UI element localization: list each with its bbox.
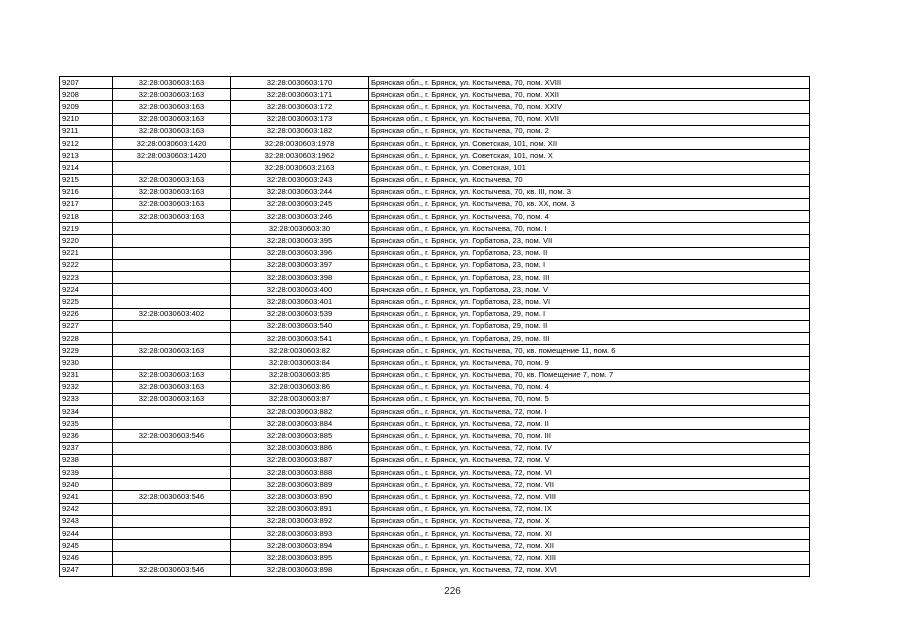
cadastral-number-cell: 32:28:0030603:885 xyxy=(231,430,369,442)
address-cell: Брянская обл., г. Брянск, ул. Костычева, 72, пом. VII xyxy=(369,479,810,491)
cadastral-number-cell: 32:28:0030603:171 xyxy=(231,89,369,101)
row-number-cell: 9224 xyxy=(60,284,113,296)
row-number-cell: 9208 xyxy=(60,89,113,101)
address-cell: Брянская обл., г. Брянск, ул. Костычева, 70, кв. XX, пом. 3 xyxy=(369,198,810,210)
table-row xyxy=(60,406,810,418)
cadastral-number-cell: 32:28:0030603:172 xyxy=(231,101,369,113)
parent-cadastral-number-cell xyxy=(113,515,231,527)
cadastral-number-cell: 32:28:0030603:244 xyxy=(231,186,369,198)
cadastral-number-cell: 32:28:0030603:2163 xyxy=(231,162,369,174)
table-row xyxy=(60,491,810,503)
parent-cadastral-number-cell xyxy=(113,235,231,247)
table-row xyxy=(60,125,810,137)
cadastral-number-cell: 32:28:0030603:889 xyxy=(231,479,369,491)
table-row xyxy=(60,332,810,344)
table-row xyxy=(60,223,810,235)
cadastral-number-cell: 32:28:0030603:1962 xyxy=(231,150,369,162)
parent-cadastral-number-cell xyxy=(113,284,231,296)
table-row xyxy=(60,77,810,89)
row-number-cell: 9247 xyxy=(60,564,113,576)
address-cell: Брянская обл., г. Брянск, ул. Костычева, 72, пом. II xyxy=(369,418,810,430)
cadastral-number-cell: 32:28:0030603:85 xyxy=(231,369,369,381)
parent-cadastral-number-cell xyxy=(113,442,231,454)
address-cell: Брянская обл., г. Брянск, ул. Костычева, 70, пом. 4 xyxy=(369,211,810,223)
parent-cadastral-number-cell xyxy=(113,296,231,308)
table-row xyxy=(60,381,810,393)
row-number-cell: 9213 xyxy=(60,150,113,162)
table-row xyxy=(60,503,810,515)
parent-cadastral-number-cell xyxy=(113,223,231,235)
address-cell: Брянская обл., г. Брянск, ул. Костычева, 70, пом. 9 xyxy=(369,357,810,369)
address-cell: Брянская обл., г. Брянск, ул. Костычева, 70, пом. XXIV xyxy=(369,101,810,113)
row-number-cell: 9236 xyxy=(60,430,113,442)
address-cell: Брянская обл., г. Брянск, ул. Горбатова, 23, пом. VI xyxy=(369,296,810,308)
parent-cadastral-number-cell: 32:28:0030603:163 xyxy=(113,77,231,89)
row-number-cell: 9242 xyxy=(60,503,113,515)
table-row xyxy=(60,369,810,381)
parent-cadastral-number-cell: 32:28:0030603:163 xyxy=(113,89,231,101)
parent-cadastral-number-cell: 32:28:0030603:1420 xyxy=(113,150,231,162)
row-number-cell: 9215 xyxy=(60,174,113,186)
table-row xyxy=(60,345,810,357)
table-row xyxy=(60,247,810,259)
cadastral-number-cell: 32:28:0030603:400 xyxy=(231,284,369,296)
address-cell: Брянская обл., г. Брянск, ул. Костычева, 70, пом. III xyxy=(369,430,810,442)
address-cell: Брянская обл., г. Брянск, ул. Костычева, 72, пом. XVI xyxy=(369,564,810,576)
address-cell: Брянская обл., г. Брянск, ул. Горбатова, 23, пом. V xyxy=(369,284,810,296)
row-number-cell: 9240 xyxy=(60,479,113,491)
table-row xyxy=(60,540,810,552)
row-number-cell: 9245 xyxy=(60,540,113,552)
parent-cadastral-number-cell: 32:28:0030603:163 xyxy=(113,211,231,223)
address-cell: Брянская обл., г. Брянск, ул. Костычева, 72, пом. XI xyxy=(369,527,810,539)
row-number-cell: 9233 xyxy=(60,393,113,405)
page-number: 226 xyxy=(444,586,461,597)
table-row xyxy=(60,162,810,174)
parent-cadastral-number-cell: 32:28:0030603:163 xyxy=(113,369,231,381)
address-cell: Брянская обл., г. Брянск, ул. Костычева, 70, пом. 2 xyxy=(369,125,810,137)
parent-cadastral-number-cell xyxy=(113,357,231,369)
cadastral-number-cell: 32:28:0030603:87 xyxy=(231,393,369,405)
table-row xyxy=(60,308,810,320)
address-cell: Брянская обл., г. Брянск, ул. Горбатова, 23, пом. VII xyxy=(369,235,810,247)
address-cell: Брянская обл., г. Брянск, ул. Костычева, 70, кв. помещение 11, пом. 6 xyxy=(369,345,810,357)
cadastral-number-cell: 32:28:0030603:243 xyxy=(231,174,369,186)
address-cell: Брянская обл., г. Брянск, ул. Костычева, 72, пом. VIII xyxy=(369,491,810,503)
address-cell: Брянская обл., г. Брянск, ул. Советская, 101, пом. X xyxy=(369,150,810,162)
parent-cadastral-number-cell: 32:28:0030603:546 xyxy=(113,430,231,442)
parent-cadastral-number-cell: 32:28:0030603:163 xyxy=(113,393,231,405)
table-row xyxy=(60,198,810,210)
cadastral-number-cell: 32:28:0030603:82 xyxy=(231,345,369,357)
address-cell: Брянская обл., г. Брянск, ул. Костычева, 72, пом. XII xyxy=(369,540,810,552)
cadastral-number-cell: 32:28:0030603:892 xyxy=(231,515,369,527)
table-row xyxy=(60,515,810,527)
table-row xyxy=(60,296,810,308)
table-row xyxy=(60,418,810,430)
row-number-cell: 9237 xyxy=(60,442,113,454)
cadastral-number-cell: 32:28:0030603:884 xyxy=(231,418,369,430)
cadastral-number-cell: 32:28:0030603:395 xyxy=(231,235,369,247)
table-row xyxy=(60,552,810,564)
address-cell: Брянская обл., г. Брянск, ул. Костычева, 70, пом. XVII xyxy=(369,113,810,125)
row-number-cell: 9238 xyxy=(60,454,113,466)
cadastral-number-cell: 32:28:0030603:173 xyxy=(231,113,369,125)
cadastral-number-cell: 32:28:0030603:182 xyxy=(231,125,369,137)
cadastral-number-cell: 32:28:0030603:898 xyxy=(231,564,369,576)
table-row xyxy=(60,393,810,405)
parent-cadastral-number-cell: 32:28:0030603:1420 xyxy=(113,137,231,149)
row-number-cell: 9234 xyxy=(60,406,113,418)
address-cell: Брянская обл., г. Брянск, ул. Костычева, 70 xyxy=(369,174,810,186)
address-cell: Брянская обл., г. Брянск, ул. Горбатова, 23, пом. III xyxy=(369,272,810,284)
row-number-cell: 9218 xyxy=(60,211,113,223)
cadastral-number-cell: 32:28:0030603:397 xyxy=(231,259,369,271)
address-cell: Брянская обл., г. Брянск, ул. Костычева, 70, пом. I xyxy=(369,223,810,235)
parent-cadastral-number-cell xyxy=(113,247,231,259)
cadastral-number-cell: 32:28:0030603:398 xyxy=(231,272,369,284)
table-row xyxy=(60,479,810,491)
cadastral-number-cell: 32:28:0030603:887 xyxy=(231,454,369,466)
parent-cadastral-number-cell xyxy=(113,406,231,418)
row-number-cell: 9219 xyxy=(60,223,113,235)
cadastral-number-cell: 32:28:0030603:895 xyxy=(231,552,369,564)
address-cell: Брянская обл., г. Брянск, ул. Костычева, 70, пом. 4 xyxy=(369,381,810,393)
address-cell: Брянская обл., г. Брянск, ул. Горбатова, 29, пом. I xyxy=(369,308,810,320)
row-number-cell: 9209 xyxy=(60,101,113,113)
registry-table-body xyxy=(60,77,810,577)
cadastral-number-cell: 32:28:0030603:170 xyxy=(231,77,369,89)
table-row xyxy=(60,357,810,369)
cadastral-number-cell: 32:28:0030603:882 xyxy=(231,406,369,418)
row-number-cell: 9228 xyxy=(60,332,113,344)
address-cell: Брянская обл., г. Брянск, ул. Горбатова, 29, пом. II xyxy=(369,320,810,332)
row-number-cell: 9227 xyxy=(60,320,113,332)
parent-cadastral-number-cell xyxy=(113,527,231,539)
address-cell: Брянская обл., г. Брянск, ул. Советская, 101, пом. XII xyxy=(369,137,810,149)
parent-cadastral-number-cell: 32:28:0030603:163 xyxy=(113,381,231,393)
table-row xyxy=(60,150,810,162)
table-row xyxy=(60,211,810,223)
address-cell: Брянская обл., г. Брянск, ул. Горбатова, 23, пом. II xyxy=(369,247,810,259)
cadastral-number-cell: 32:28:0030603:1978 xyxy=(231,137,369,149)
parent-cadastral-number-cell xyxy=(113,272,231,284)
address-cell: Брянская обл., г. Брянск, ул. Костычева, 70, пом. 5 xyxy=(369,393,810,405)
parent-cadastral-number-cell: 32:28:0030603:163 xyxy=(113,101,231,113)
table-row xyxy=(60,89,810,101)
cadastral-registry-table xyxy=(59,76,810,577)
parent-cadastral-number-cell: 32:28:0030603:163 xyxy=(113,198,231,210)
address-cell: Брянская обл., г. Брянск, ул. Советская, 101 xyxy=(369,162,810,174)
parent-cadastral-number-cell: 32:28:0030603:163 xyxy=(113,345,231,357)
row-number-cell: 9214 xyxy=(60,162,113,174)
cadastral-number-cell: 32:28:0030603:888 xyxy=(231,467,369,479)
row-number-cell: 9211 xyxy=(60,125,113,137)
parent-cadastral-number-cell xyxy=(113,454,231,466)
cadastral-number-cell: 32:28:0030603:894 xyxy=(231,540,369,552)
address-cell: Брянская обл., г. Брянск, ул. Костычева, 72, пом. VI xyxy=(369,467,810,479)
table-row xyxy=(60,430,810,442)
row-number-cell: 9210 xyxy=(60,113,113,125)
cadastral-number-cell: 32:28:0030603:245 xyxy=(231,198,369,210)
row-number-cell: 9235 xyxy=(60,418,113,430)
row-number-cell: 9207 xyxy=(60,77,113,89)
row-number-cell: 9217 xyxy=(60,198,113,210)
row-number-cell: 9239 xyxy=(60,467,113,479)
parent-cadastral-number-cell: 32:28:0030603:163 xyxy=(113,186,231,198)
parent-cadastral-number-cell xyxy=(113,467,231,479)
table-row xyxy=(60,235,810,247)
cadastral-number-cell: 32:28:0030603:886 xyxy=(231,442,369,454)
cadastral-number-cell: 32:28:0030603:30 xyxy=(231,223,369,235)
row-number-cell: 9232 xyxy=(60,381,113,393)
parent-cadastral-number-cell xyxy=(113,259,231,271)
parent-cadastral-number-cell xyxy=(113,418,231,430)
address-cell: Брянская обл., г. Брянск, ул. Костычева, 72, пом. X xyxy=(369,515,810,527)
parent-cadastral-number-cell: 32:28:0030603:163 xyxy=(113,174,231,186)
table-row xyxy=(60,467,810,479)
address-cell: Брянская обл., г. Брянск, ул. Горбатова, 23, пом. I xyxy=(369,259,810,271)
address-cell: Брянская обл., г. Брянск, ул. Костычева, 70, пом. XVIII xyxy=(369,77,810,89)
table-row xyxy=(60,320,810,332)
parent-cadastral-number-cell: 32:28:0030603:163 xyxy=(113,113,231,125)
row-number-cell: 9231 xyxy=(60,369,113,381)
table-row xyxy=(60,186,810,198)
parent-cadastral-number-cell xyxy=(113,479,231,491)
address-cell: Брянская обл., г. Брянск, ул. Костычева, 72, пом. V xyxy=(369,454,810,466)
table-row xyxy=(60,454,810,466)
cadastral-number-cell: 32:28:0030603:246 xyxy=(231,211,369,223)
table-row xyxy=(60,442,810,454)
address-cell: Брянская обл., г. Брянск, ул. Костычева, 72, пом. I xyxy=(369,406,810,418)
cadastral-number-cell: 32:28:0030603:539 xyxy=(231,308,369,320)
row-number-cell: 9222 xyxy=(60,259,113,271)
cadastral-number-cell: 32:28:0030603:396 xyxy=(231,247,369,259)
cadastral-number-cell: 32:28:0030603:540 xyxy=(231,320,369,332)
address-cell: Брянская обл., г. Брянск, ул. Костычева, 72, пом. IV xyxy=(369,442,810,454)
row-number-cell: 9229 xyxy=(60,345,113,357)
cadastral-number-cell: 32:28:0030603:890 xyxy=(231,491,369,503)
cadastral-number-cell: 32:28:0030603:893 xyxy=(231,527,369,539)
parent-cadastral-number-cell xyxy=(113,162,231,174)
table-row xyxy=(60,272,810,284)
address-cell: Брянская обл., г. Брянск, ул. Костычева, 72, пом. XIII xyxy=(369,552,810,564)
row-number-cell: 9230 xyxy=(60,357,113,369)
row-number-cell: 9244 xyxy=(60,527,113,539)
row-number-cell: 9246 xyxy=(60,552,113,564)
row-number-cell: 9223 xyxy=(60,272,113,284)
cadastral-number-cell: 32:28:0030603:891 xyxy=(231,503,369,515)
parent-cadastral-number-cell xyxy=(113,540,231,552)
cadastral-number-cell: 32:28:0030603:86 xyxy=(231,381,369,393)
parent-cadastral-number-cell xyxy=(113,332,231,344)
table-row xyxy=(60,527,810,539)
row-number-cell: 9216 xyxy=(60,186,113,198)
parent-cadastral-number-cell: 32:28:0030603:402 xyxy=(113,308,231,320)
parent-cadastral-number-cell xyxy=(113,552,231,564)
table-row xyxy=(60,101,810,113)
cadastral-number-cell: 32:28:0030603:84 xyxy=(231,357,369,369)
table-row xyxy=(60,564,810,576)
row-number-cell: 9212 xyxy=(60,137,113,149)
cadastral-number-cell: 32:28:0030603:401 xyxy=(231,296,369,308)
parent-cadastral-number-cell: 32:28:0030603:546 xyxy=(113,491,231,503)
table-row xyxy=(60,137,810,149)
address-cell: Брянская обл., г. Брянск, ул. Костычева, 70, пом. XXII xyxy=(369,89,810,101)
parent-cadastral-number-cell: 32:28:0030603:546 xyxy=(113,564,231,576)
address-cell: Брянская обл., г. Брянск, ул. Костычева, 72, пом. IX xyxy=(369,503,810,515)
row-number-cell: 9225 xyxy=(60,296,113,308)
address-cell: Брянская обл., г. Брянск, ул. Горбатова, 29, пом. III xyxy=(369,332,810,344)
address-cell: Брянская обл., г. Брянск, ул. Костычева, 70, кв. Помещение 7, пом. 7 xyxy=(369,369,810,381)
row-number-cell: 9220 xyxy=(60,235,113,247)
cadastral-number-cell: 32:28:0030603:541 xyxy=(231,332,369,344)
table-row xyxy=(60,284,810,296)
parent-cadastral-number-cell: 32:28:0030603:163 xyxy=(113,125,231,137)
table-row xyxy=(60,174,810,186)
parent-cadastral-number-cell xyxy=(113,320,231,332)
parent-cadastral-number-cell xyxy=(113,503,231,515)
row-number-cell: 9243 xyxy=(60,515,113,527)
address-cell: Брянская обл., г. Брянск, ул. Костычева, 70, кв. III, пом. 3 xyxy=(369,186,810,198)
table-row xyxy=(60,113,810,125)
row-number-cell: 9221 xyxy=(60,247,113,259)
table-row xyxy=(60,259,810,271)
row-number-cell: 9241 xyxy=(60,491,113,503)
row-number-cell: 9226 xyxy=(60,308,113,320)
